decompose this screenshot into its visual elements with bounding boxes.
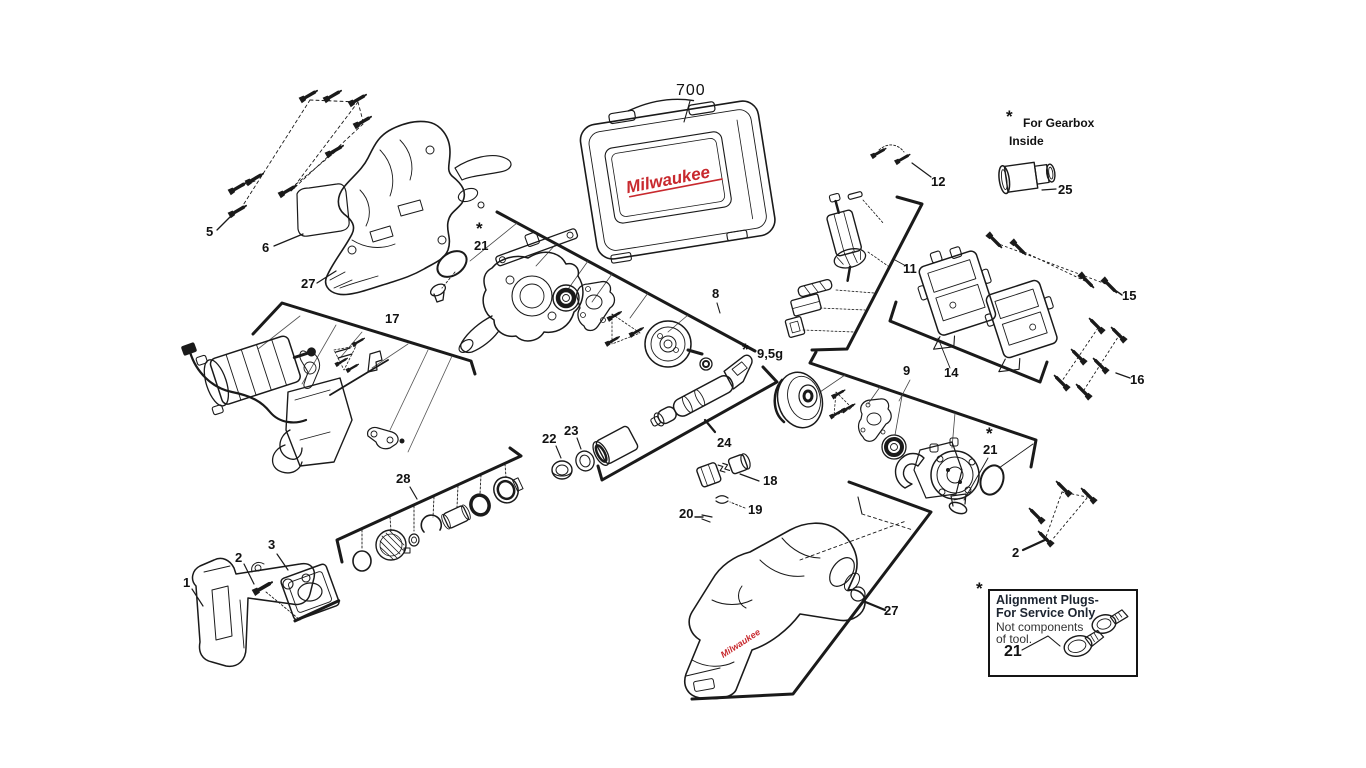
callout-20: 20: [679, 506, 694, 521]
callout-grease-9-5g: 9,5g: [757, 346, 784, 361]
callout-5: 5: [206, 224, 214, 239]
callout-22: 22: [542, 431, 557, 446]
callout-25: 25: [1058, 182, 1073, 197]
callout-19: 19: [748, 502, 763, 517]
callout-17: 17: [385, 311, 400, 326]
callout-12: 12: [931, 174, 946, 189]
callout-28: 28: [396, 471, 411, 486]
callout-21-right-star: *: [986, 424, 993, 443]
callout-2-left: 2: [235, 550, 243, 565]
part-5-screws: [217, 88, 373, 230]
callout-21-left-star: *: [476, 219, 483, 238]
group-28-bearing-set: [337, 448, 526, 571]
part-25-bushing: [997, 159, 1056, 195]
part-12-screws: [870, 145, 931, 177]
group-14-modules: [890, 238, 1069, 382]
callout-24: 24: [717, 435, 732, 450]
callout-6: 6: [262, 240, 270, 255]
callout-2-right: 2: [1012, 545, 1020, 560]
callout-11: 11: [903, 261, 917, 276]
service-box-body2: of tool.: [996, 632, 1033, 646]
gearbox-note-star: *: [1006, 107, 1013, 126]
callout-18: 18: [763, 473, 778, 488]
group-17-motor-switch: [181, 303, 475, 473]
callout-16: 16: [1130, 372, 1145, 387]
part-15-screws: [985, 231, 1122, 295]
service-box-star: *: [976, 579, 983, 598]
callout-8: 8: [712, 286, 720, 301]
part-2-screws-right: [1023, 479, 1098, 550]
callout-27-right: 27: [884, 603, 899, 618]
grease-note-star: *: [742, 340, 749, 359]
group-1-2-3-shoe: [192, 554, 340, 666]
gearbox-note-line2: Inside: [1009, 134, 1044, 148]
group-24-spindle: [552, 354, 777, 522]
callout-1: 1: [183, 575, 191, 590]
callout-21-left: 21: [474, 238, 489, 253]
part-27-left-housing: [317, 121, 511, 294]
case-logo-milwaukee: Milwaukee: [624, 162, 712, 198]
callout-700: 700: [676, 82, 706, 99]
callout-9: 9: [903, 363, 911, 378]
service-box-title1: Alignment Plugs-: [996, 593, 1099, 607]
service-box-body1: Not components: [996, 620, 1084, 634]
part-700-case: [576, 86, 778, 265]
part-27-right-tool-body: [685, 482, 931, 699]
service-box-title2: For Service Only: [996, 606, 1096, 620]
callout-23: 23: [564, 423, 579, 438]
gearbox-note-line1: For Gearbox: [1023, 116, 1095, 130]
tool-logo-milwaukee: Milwaukee: [718, 626, 762, 660]
callout-14: 14: [944, 365, 959, 380]
part-16-screws: [1052, 316, 1130, 400]
callout-27-left: 27: [301, 276, 316, 291]
callout-21-right: 21: [983, 442, 998, 457]
service-box-part-number: 21: [1004, 643, 1022, 660]
callout-3: 3: [268, 537, 276, 552]
callout-15: 15: [1122, 288, 1137, 303]
